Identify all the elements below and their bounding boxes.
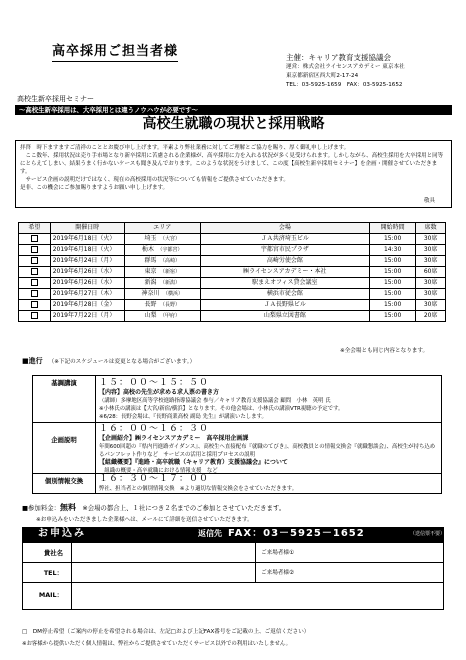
- form-row-mail: [23, 583, 443, 610]
- intro-closing: 敬具: [423, 198, 435, 204]
- table-row: [19, 256, 446, 267]
- schedule-header-row: [19, 223, 446, 234]
- row-date: 2019年6月26日（水）: [50, 267, 124, 278]
- table-row: [19, 267, 446, 278]
- row-city: （新潟）: [162, 280, 180, 287]
- row-pref: 東京: [144, 268, 157, 276]
- row-pref: 神奈川: [141, 290, 160, 298]
- operator-label: 運営：株式会社ライセンスアカデミー 東京本社: [286, 64, 405, 70]
- schedule-table: [18, 222, 446, 322]
- col-header-area: エリア: [124, 223, 200, 234]
- section-keynote: [99, 378, 439, 421]
- row-date: 2019年7月22日（月）: [50, 311, 124, 322]
- row-venue: 宇都宮市民プラザ: [200, 245, 369, 256]
- privacy-note: ※お客様から提供いただく個人情報は、弊社からご提供させていただくサービス以外での利用はいたしません。: [22, 641, 291, 647]
- seminar-label: 高校生新卒採用セミナー: [17, 95, 94, 103]
- row-area: [124, 311, 200, 322]
- row-pref: 新潟: [144, 279, 157, 287]
- return-label: 返信先: [198, 529, 222, 538]
- program-separator: [33, 422, 441, 423]
- table-row: [19, 300, 446, 311]
- tel-fax-label: TEL：03-5925-1659 FAX：03-5925-1652: [286, 82, 403, 88]
- col-header-date: 開催日時: [50, 223, 124, 234]
- program-divider: [95, 376, 96, 493]
- choice-checkbox[interactable]: [31, 268, 38, 275]
- row-time: 15:00: [369, 311, 416, 322]
- headline-tagline: ～高校生新卒採用は、大卒採用とは違うノウハウが必要です～: [15, 105, 452, 115]
- mail-label: MAIL：: [38, 591, 63, 599]
- row-venue: 山梨県立図書館: [200, 311, 369, 322]
- row-date: 2019年6月24日（月）: [50, 256, 124, 267]
- company-label: 貴社名: [43, 549, 63, 557]
- table-row: [19, 278, 446, 289]
- row-pref: 長野: [144, 301, 157, 309]
- fee-note: ※会場の都合上、１社につき２名までのご参加とさせていただきます。: [82, 504, 286, 512]
- section-exchange: [99, 474, 439, 493]
- intro-p3: サービス企画の説明だけではなく、現在の高校採用の状況等についても情報をご提供させていただきます。: [20, 177, 289, 183]
- host-label: 主催：キャリア教育支援協議会: [286, 53, 391, 62]
- row-seats: 30席: [416, 256, 446, 267]
- planning-line: 【組織概要】『進路・高卒就職（キャリア教育）支援協議会』について: [99, 459, 288, 466]
- row-area: [124, 278, 200, 289]
- planning-line: 組織の概要・高卒就職における情報支援 など: [99, 468, 218, 474]
- organizer-block: [286, 52, 462, 90]
- table-row: [19, 234, 446, 245]
- planning-line: 【企画紹介】㈱ライセンスアカデミー 高卒採用企画課: [99, 435, 249, 442]
- exchange-line: 弊社、担当者との個別情報交換 ※より適切な情報交換会をさせていただきます。: [99, 486, 298, 492]
- intro-p4: 是非、この機会にご参加賜りますようお願い申し上げます。: [20, 185, 169, 191]
- section-label-exchange: 個別情報交換: [44, 477, 84, 485]
- row-pref: 群馬: [144, 257, 157, 265]
- row-time: 15:00: [369, 289, 416, 300]
- staff1-label: ご来場者様①: [261, 550, 294, 556]
- progress-note: （※下記のスケジュールは変更となる場合がございます。）: [48, 359, 196, 365]
- row-date: 2019年6月27日（木）: [50, 289, 124, 300]
- table-row: [19, 311, 446, 322]
- keynote-line: ※小林氏の講演は【大宮/新宿/横浜】となります。その他会場は、小林氏の講演VTR視聴の予定です。: [99, 406, 344, 412]
- progress-title: ■進行: [22, 357, 43, 365]
- section-planning: [99, 424, 439, 475]
- progress-heading: [22, 357, 195, 366]
- planning-line: 年間600回超の『県内円進路ガイダンス』、高校生へ直接配布『就職のてびき』、高校教員との情報交換会『就職懇談会』、高校生が持ち込めるパンフレット作りなど サービスの活用と採用プロセスの説明: [99, 444, 436, 458]
- exchange-time: １６：３０～１７：００: [99, 474, 210, 484]
- intro-p1: 拝啓 時下ますますご清祥のこととお慶び申し上げます。平素より弊社業務に対してご理解とご協力を賜り、厚く御礼申し上げます。: [20, 145, 350, 151]
- staff2-label: ご来場者様②: [261, 570, 294, 576]
- section-label-planning: 企画説明: [51, 436, 77, 444]
- choice-checkbox[interactable]: [31, 235, 38, 242]
- row-area: [124, 300, 200, 311]
- row-date: 2019年6月28日（金）: [50, 300, 124, 311]
- row-city: （宇都宮）: [159, 247, 183, 254]
- tel-label: TEL：: [43, 569, 63, 577]
- row-time: 15:00: [369, 278, 416, 289]
- row-date: 2019年6月18日（火）: [50, 234, 124, 245]
- choice-checkbox[interactable]: [31, 246, 38, 253]
- dm-optout[interactable]: □ DM停止希望（ご案内の停止を希望される場合は、左記□および上記FAX番号をご記載の上、ご返信ください）: [22, 629, 310, 635]
- choice-checkbox[interactable]: [31, 290, 38, 297]
- row-time: 14:30: [369, 245, 416, 256]
- form-staff-column[interactable]: [255, 543, 256, 583]
- row-city: （横浜）: [165, 291, 183, 298]
- no-cover-note: （送信票不要）: [410, 531, 446, 537]
- form-row-tel: [23, 563, 443, 583]
- row-area: [124, 267, 200, 278]
- row-time: 15:00: [369, 234, 416, 245]
- intro-letter: [15, 140, 452, 208]
- planning-time: １６：００～１６：３０: [99, 424, 210, 434]
- fee-line: [22, 503, 285, 513]
- keynote-time: １５：００～１５：５０: [99, 378, 210, 388]
- row-area: [124, 245, 200, 256]
- col-header-choice: 希望: [19, 223, 51, 234]
- headline-title: 高校生就職の現状と採用戦略: [142, 116, 325, 132]
- application-form: [22, 542, 444, 610]
- table-row: [19, 245, 446, 256]
- keynote-line: （講師）多摩地区高等学校進路指導協議会 参与／キャリア教育支援協議会 顧問 小林 英明 氏: [99, 398, 331, 404]
- row-pref: 栃木: [141, 246, 154, 254]
- form-row-company: [23, 543, 443, 563]
- row-city: （新宿）: [162, 269, 180, 276]
- row-venue: 駅まえオフィス貸会議室: [200, 278, 369, 289]
- row-date: 2019年6月26日（水）: [50, 278, 124, 289]
- row-city: （甲府）: [162, 313, 180, 320]
- choice-checkbox[interactable]: [31, 279, 38, 286]
- address-label: 東京都新宿区西大町2-17-24: [286, 73, 359, 79]
- choice-checkbox[interactable]: [31, 312, 38, 319]
- fee-mail-note: ※お申込みをいただきました企業様へは、メールにて詳細を送信させていただきます。: [36, 517, 253, 523]
- row-city: （大宮）: [162, 236, 180, 243]
- apply-title: お申込み: [38, 528, 86, 539]
- row-seats: 20席: [416, 311, 446, 322]
- row-time: 15:00: [369, 267, 416, 278]
- row-seats: 30席: [416, 234, 446, 245]
- row-venue: ＪＡ長野県ビル: [200, 300, 369, 311]
- row-seats: 30席: [416, 289, 446, 300]
- row-date: 2019年6月18日（火）: [50, 245, 124, 256]
- row-city: （高崎）: [162, 258, 180, 265]
- row-pref: 山梨: [144, 312, 157, 320]
- row-area: [124, 256, 200, 267]
- section-label-keynote: 基調講演: [51, 379, 77, 387]
- table-row: [19, 289, 446, 300]
- col-header-seats: 席数: [416, 223, 446, 234]
- keynote-line: 【内容】高校の先生が求める求人票の書き方: [99, 389, 220, 396]
- row-seats: 30席: [416, 245, 446, 256]
- return-fax: FAX：03－5925－1652: [228, 528, 365, 539]
- row-seats: 60席: [416, 267, 446, 278]
- program-box: [32, 375, 442, 494]
- fee-label: ■参加料金：: [22, 504, 60, 512]
- row-venue: ㈱ライセンスアカデミー・本社: [200, 267, 369, 278]
- row-venue: 高崎労使会館: [200, 256, 369, 267]
- recipient-title: 高卒採用ご担当者様: [52, 44, 178, 62]
- row-area: [124, 289, 200, 300]
- row-seats: 30席: [416, 278, 446, 289]
- form-input-column[interactable]: [71, 543, 72, 609]
- row-seats: 30席: [416, 300, 446, 311]
- row-time: 15:00: [369, 256, 416, 267]
- col-header-venue: 会場: [200, 223, 369, 234]
- choice-checkbox[interactable]: [31, 301, 38, 308]
- apply-bar: [22, 527, 444, 542]
- choice-checkbox[interactable]: [31, 257, 38, 264]
- intro-p2: ここ数年、採用状況は売り手市場となり新卒採用に苦慮される企業様が、高卒採用に力を入れる状況が多く見受けられます。しかしながら、高校生採用を大卒採用と同等にとらえてしまい、結果うまく行かないケースも聞き及んでおります。このような状況をうけまして、この度【高校生新卒採用セミナー】を企画・開催させていただきます。: [20, 153, 444, 175]
- row-venue: ＪＡ共済埼玉ビル: [200, 234, 369, 245]
- row-city: （長野）: [162, 302, 180, 309]
- row-venue: 横浜市従会館: [200, 289, 369, 300]
- row-pref: 埼玉: [144, 235, 157, 243]
- row-time: 15:00: [369, 300, 416, 311]
- venue-note: ※全会場とも同じ内容となります。: [340, 348, 429, 354]
- keynote-line: ※6/28：長野会場は、『長野商業高校 副島 先生』が講演いたします。: [99, 414, 267, 420]
- fee-value: 無料: [60, 503, 76, 512]
- row-area: [124, 234, 200, 245]
- col-header-time: 開始時間: [369, 223, 416, 234]
